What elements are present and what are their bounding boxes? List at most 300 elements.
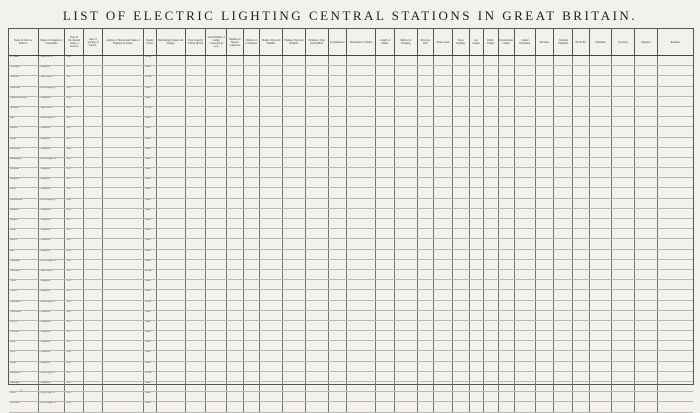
table-cell <box>376 117 395 127</box>
table-cell <box>305 371 328 381</box>
town-cell: Blackburn <box>9 168 38 178</box>
table-cell <box>394 157 417 167</box>
table-cell <box>469 229 484 239</box>
table-cell <box>206 320 227 330</box>
company-cell: Corporation <box>38 361 65 371</box>
table-cell <box>376 178 395 188</box>
company-cell: Urban Council <box>38 76 65 86</box>
table-cell <box>394 86 417 96</box>
table-cell <box>283 157 306 167</box>
table-cell <box>102 402 143 412</box>
table-cell <box>347 157 376 167</box>
table-cell <box>515 96 536 106</box>
table-cell <box>347 280 376 290</box>
table-cell <box>612 157 635 167</box>
table-cell <box>434 86 453 96</box>
table-cell <box>658 300 693 310</box>
table-cell <box>554 188 573 198</box>
table-cell <box>589 219 612 229</box>
table-cell <box>554 66 573 76</box>
table-cell <box>283 137 306 147</box>
company-cell: Corporation <box>38 219 65 229</box>
table-cell <box>484 66 499 76</box>
table-cell <box>573 300 590 310</box>
table-cell <box>612 249 635 259</box>
table-cell <box>573 341 590 351</box>
table-cell <box>554 106 573 116</box>
table-cell <box>102 198 143 208</box>
table-cell <box>305 96 328 106</box>
table-cell <box>434 269 453 279</box>
table-cell <box>573 229 590 239</box>
table-cell <box>515 86 536 96</box>
date-cell: 1894 <box>65 249 84 259</box>
table-cell <box>260 168 283 178</box>
town-cell: Bradford <box>9 208 38 218</box>
table-cell <box>102 351 143 361</box>
table-cell <box>305 269 328 279</box>
table-cell <box>573 106 590 116</box>
table-row <box>9 290 693 300</box>
table-cell <box>227 208 244 218</box>
table-cell <box>347 86 376 96</box>
table-cell <box>612 300 635 310</box>
table-cell <box>573 331 590 341</box>
column-header: Working Expenses. <box>554 29 573 56</box>
table-cell <box>452 320 469 330</box>
table-cell <box>434 106 453 116</box>
table-cell <box>394 198 417 208</box>
column-header: Engines, Type and Number. <box>283 29 306 56</box>
table-cell <box>515 168 536 178</box>
table-cell <box>452 137 469 147</box>
table-cell <box>612 239 635 249</box>
table-cell <box>469 361 484 371</box>
table-cell <box>394 229 417 239</box>
table-cell <box>469 96 484 106</box>
table-cell <box>376 290 395 300</box>
table-cell <box>658 157 693 167</box>
table-cell <box>243 208 260 218</box>
table-cell <box>469 56 484 66</box>
table-cell <box>328 76 347 86</box>
table-cell <box>84 320 103 330</box>
table-cell <box>347 117 376 127</box>
table-cell <box>612 392 635 402</box>
table-cell <box>498 249 515 259</box>
table-cell <box>156 392 185 402</box>
table-cell <box>185 127 206 137</box>
table-cell <box>84 96 103 106</box>
table-cell <box>658 310 693 320</box>
table-cell <box>283 56 306 66</box>
date-cell: 1893 <box>65 290 84 300</box>
table-cell <box>554 239 573 249</box>
company-cell: Corporation <box>38 147 65 157</box>
table-cell <box>283 229 306 239</box>
table-cell <box>515 392 536 402</box>
table-cell <box>305 56 328 66</box>
table-cell <box>227 188 244 198</box>
table-cell <box>417 117 434 127</box>
table-cell <box>260 361 283 371</box>
table-cell <box>347 382 376 392</box>
table-cell <box>227 96 244 106</box>
table-cell <box>484 249 499 259</box>
table-cell <box>394 147 417 157</box>
table-cell <box>658 371 693 381</box>
table-row <box>9 219 693 229</box>
table-cell <box>498 371 515 381</box>
supply-cell: Public <box>144 86 156 96</box>
table-cell <box>452 178 469 188</box>
table-cell <box>227 157 244 167</box>
table-cell <box>328 178 347 188</box>
table-cell <box>589 168 612 178</box>
date-cell: 1891 <box>65 269 84 279</box>
table-cell <box>535 290 554 300</box>
table-cell <box>612 117 635 127</box>
table-cell <box>394 280 417 290</box>
table-cell <box>535 249 554 259</box>
table-cell <box>554 208 573 218</box>
table-cell <box>347 168 376 178</box>
table-row <box>9 96 693 106</box>
table-row <box>9 310 693 320</box>
table-cell <box>535 188 554 198</box>
table-cell <box>434 229 453 239</box>
table-cell <box>434 157 453 167</box>
table-cell <box>283 310 306 320</box>
table-cell <box>658 127 693 137</box>
table-row <box>9 320 693 330</box>
stations-table-frame <box>8 28 694 405</box>
table-cell <box>515 147 536 157</box>
table-cell <box>417 56 434 66</box>
company-cell: Electric Supply Co. <box>38 86 65 96</box>
table-cell <box>328 96 347 106</box>
table-cell <box>635 320 658 330</box>
table-cell <box>417 86 434 96</box>
table-cell <box>102 66 143 76</box>
table-cell <box>573 392 590 402</box>
table-cell <box>535 219 554 229</box>
table-cell <box>469 168 484 178</box>
date-cell: 1892 <box>65 280 84 290</box>
table-cell <box>535 392 554 402</box>
table-cell <box>658 341 693 351</box>
table-cell <box>243 341 260 351</box>
table-cell <box>573 290 590 300</box>
table-cell <box>328 290 347 300</box>
table-cell <box>535 198 554 208</box>
table-header-row <box>9 29 693 56</box>
column-header: Method of Charging. <box>394 29 417 56</box>
table-cell <box>305 137 328 147</box>
table-cell <box>417 290 434 300</box>
company-cell: Corporation <box>38 341 65 351</box>
date-cell: 1891 <box>65 371 84 381</box>
table-cell <box>305 331 328 341</box>
table-cell <box>283 106 306 116</box>
table-cell <box>612 86 635 96</box>
table-cell <box>498 392 515 402</box>
table-cell <box>589 198 612 208</box>
table-cell <box>394 320 417 330</box>
table-cell <box>227 198 244 208</box>
table-cell <box>658 259 693 269</box>
table-cell <box>612 137 635 147</box>
table-cell <box>227 331 244 341</box>
table-cell <box>469 239 484 249</box>
table-cell <box>515 300 536 310</box>
table-cell <box>84 157 103 167</box>
table-cell <box>515 106 536 116</box>
table-cell <box>635 198 658 208</box>
table-cell <box>394 66 417 76</box>
table-cell <box>434 208 453 218</box>
page-number: 4 <box>20 388 22 392</box>
table-cell <box>554 351 573 361</box>
table-cell <box>573 259 590 269</box>
table-cell <box>227 86 244 96</box>
table-cell <box>452 290 469 300</box>
table-cell <box>452 188 469 198</box>
table-cell <box>394 178 417 188</box>
table-cell <box>283 351 306 361</box>
table-cell <box>347 269 376 279</box>
date-cell: 1894 <box>65 402 84 412</box>
table-cell <box>434 280 453 290</box>
company-cell: Corporation <box>38 188 65 198</box>
table-cell <box>434 127 453 137</box>
table-cell <box>498 259 515 269</box>
table-cell <box>635 56 658 66</box>
table-cell <box>243 371 260 381</box>
table-cell <box>484 96 499 106</box>
table-cell <box>554 76 573 86</box>
supply-cell: Public <box>144 310 156 320</box>
table-cell <box>394 290 417 300</box>
table-cell <box>484 402 499 412</box>
table-cell <box>417 259 434 269</box>
table-cell <box>305 382 328 392</box>
table-cell <box>635 137 658 147</box>
table-cell <box>498 86 515 96</box>
table-cell <box>376 371 395 381</box>
table-cell <box>376 300 395 310</box>
table-cell <box>589 320 612 330</box>
table-cell <box>206 280 227 290</box>
table-cell <box>573 351 590 361</box>
table-cell <box>635 300 658 310</box>
table-cell <box>573 147 590 157</box>
table-cell <box>394 208 417 218</box>
table-cell <box>452 361 469 371</box>
table-row <box>9 157 693 167</box>
town-cell: Bath <box>9 117 38 127</box>
company-cell: Urban Council <box>38 106 65 116</box>
table-cell <box>535 331 554 341</box>
table-cell <box>305 351 328 361</box>
table-cell <box>434 168 453 178</box>
table-cell <box>328 219 347 229</box>
column-header: Accumulators. <box>328 29 347 56</box>
table-cell <box>305 361 328 371</box>
table-cell <box>589 351 612 361</box>
table-cell <box>535 320 554 330</box>
table-cell <box>156 208 185 218</box>
table-cell <box>535 157 554 167</box>
date-cell: 1892 <box>65 178 84 188</box>
table-cell <box>417 96 434 106</box>
table-cell <box>227 76 244 86</box>
table-cell <box>156 249 185 259</box>
table-cell <box>658 320 693 330</box>
table-cell <box>283 290 306 300</box>
table-cell <box>417 106 434 116</box>
table-cell <box>156 76 185 86</box>
table-cell <box>102 392 143 402</box>
table-cell <box>156 269 185 279</box>
table-cell <box>206 219 227 229</box>
table-cell <box>515 66 536 76</box>
table-row <box>9 56 693 66</box>
table-cell <box>515 290 536 300</box>
supply-cell: Public <box>144 188 156 198</box>
table-cell <box>305 208 328 218</box>
table-cell <box>328 127 347 137</box>
table-cell <box>573 219 590 229</box>
table-cell <box>589 66 612 76</box>
table-cell <box>347 56 376 66</box>
table-cell <box>185 147 206 157</box>
column-header: Secretary. <box>612 29 635 56</box>
table-cell <box>573 168 590 178</box>
table-cell <box>260 239 283 249</box>
table-cell <box>156 229 185 239</box>
table-cell <box>484 371 499 381</box>
table-cell <box>305 259 328 269</box>
date-cell: 1892 <box>65 229 84 239</box>
company-cell: Corporation <box>38 382 65 392</box>
table-cell <box>612 351 635 361</box>
date-cell: 1894 <box>65 198 84 208</box>
table-cell <box>635 96 658 106</box>
table-cell <box>84 351 103 361</box>
table-cell <box>243 76 260 86</box>
table-row <box>9 178 693 188</box>
table-cell <box>206 382 227 392</box>
table-cell <box>635 229 658 239</box>
table-cell <box>658 382 693 392</box>
company-cell: Corporation <box>38 66 65 76</box>
table-cell <box>589 402 612 412</box>
table-cell <box>589 96 612 106</box>
supply-cell: Public <box>144 137 156 147</box>
table-cell <box>635 280 658 290</box>
table-cell <box>589 382 612 392</box>
table-cell <box>156 402 185 412</box>
table-cell <box>589 361 612 371</box>
town-cell: Cardiff <box>9 280 38 290</box>
table-row <box>9 76 693 86</box>
table-cell <box>535 127 554 137</box>
supply-cell: Private <box>144 56 156 66</box>
table-cell <box>515 76 536 86</box>
table-cell <box>227 300 244 310</box>
table-cell <box>573 178 590 188</box>
supply-cell: Public <box>144 259 156 269</box>
supply-cell: Private <box>144 371 156 381</box>
table-cell <box>260 56 283 66</box>
table-cell <box>554 392 573 402</box>
table-cell <box>376 341 395 351</box>
table-cell <box>612 168 635 178</box>
table-cell <box>612 219 635 229</box>
table-cell <box>328 86 347 96</box>
table-cell <box>484 351 499 361</box>
table-cell <box>156 56 185 66</box>
table-cell <box>573 76 590 86</box>
company-cell: Corporation <box>38 280 65 290</box>
table-cell <box>515 137 536 147</box>
table-cell <box>573 157 590 167</box>
table-cell <box>573 188 590 198</box>
supply-cell: Private <box>144 76 156 86</box>
supply-cell: Public <box>144 66 156 76</box>
table-cell <box>434 137 453 147</box>
table-cell <box>635 382 658 392</box>
date-cell: 1893 <box>65 137 84 147</box>
table-cell <box>84 219 103 229</box>
company-cell: Corporation <box>38 239 65 249</box>
table-cell <box>84 229 103 239</box>
table-cell <box>554 147 573 157</box>
table-cell <box>156 310 185 320</box>
table-cell <box>376 127 395 137</box>
table-cell <box>417 178 434 188</box>
table-cell <box>469 157 484 167</box>
table-cell <box>376 392 395 402</box>
table-cell <box>417 280 434 290</box>
table-cell <box>554 269 573 279</box>
table-row <box>9 259 693 269</box>
table-cell <box>612 361 635 371</box>
table-cell <box>394 361 417 371</box>
table-cell <box>498 127 515 137</box>
table-cell <box>102 219 143 229</box>
table-cell <box>452 127 469 137</box>
table-cell <box>283 392 306 402</box>
date-cell: 1892 <box>65 76 84 86</box>
table-cell <box>515 219 536 229</box>
table-cell <box>589 208 612 218</box>
table-cell <box>260 198 283 208</box>
table-cell <box>484 219 499 229</box>
table-cell <box>515 269 536 279</box>
table-cell <box>305 300 328 310</box>
table-cell <box>102 188 143 198</box>
table-cell <box>156 157 185 167</box>
table-cell <box>484 208 499 218</box>
table-cell <box>206 106 227 116</box>
table-cell <box>227 117 244 127</box>
column-header: Meters used. <box>434 29 453 56</box>
date-cell: 1893 <box>65 239 84 249</box>
table-row <box>9 361 693 371</box>
table-cell <box>573 96 590 106</box>
